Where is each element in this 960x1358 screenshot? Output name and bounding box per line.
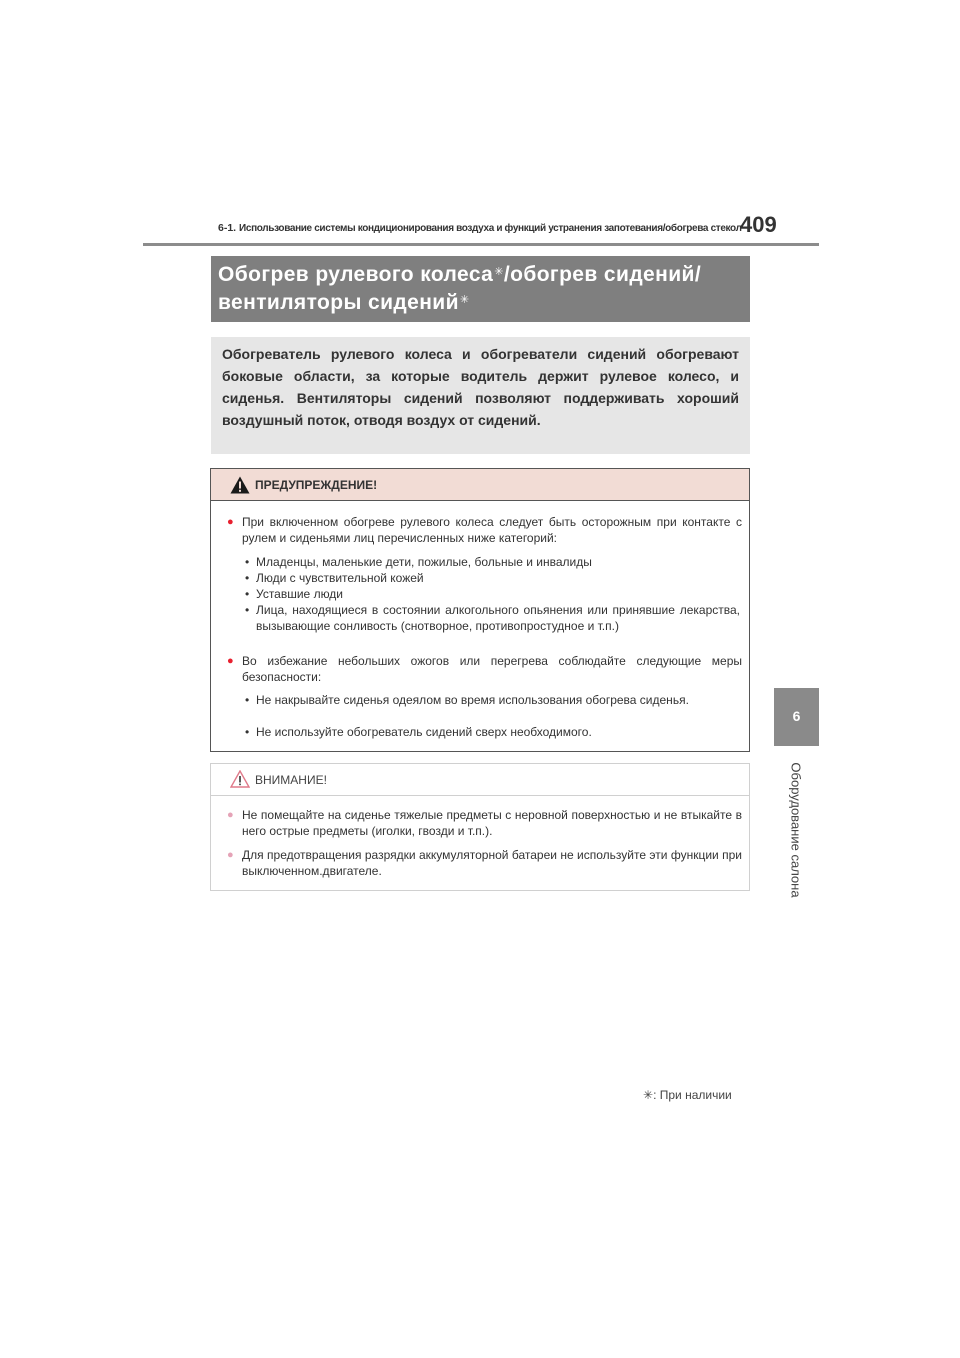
caution-header bbox=[211, 764, 749, 796]
chapter-tab bbox=[774, 688, 819, 746]
footnote bbox=[643, 1088, 732, 1102]
footnote-text: : При наличии bbox=[653, 1088, 732, 1102]
title-asterisk-2: ✳ bbox=[459, 294, 470, 306]
list-bullet: • bbox=[245, 571, 250, 585]
list-bullet: • bbox=[245, 693, 250, 707]
chapter-number: 6 bbox=[792, 708, 801, 724]
list-bullet: • bbox=[245, 725, 250, 739]
caution-box bbox=[210, 763, 750, 891]
warning-box bbox=[210, 468, 750, 752]
caution-paragraph-1: Не помещайте на сиденье тяжелые предметы с неровной поверхностью и не втыкайте в него острые предметы (иголки, гвозди и т.п.). bbox=[242, 808, 742, 838]
warning-title: ПРЕДУПРЕЖДЕНИЕ! bbox=[255, 478, 378, 492]
caution-paragraph-2: Для предотвращения разрядки аккумуляторной батареи не используйте эти функции при выключенном.двигателе. bbox=[242, 848, 742, 878]
title-part-3: вентиляторы сидений bbox=[218, 291, 459, 314]
section-number: 6-1. bbox=[218, 222, 237, 234]
warning-bullet-2: ● bbox=[227, 655, 234, 667]
title-part-1: Обогрев рулевого колеса bbox=[218, 263, 494, 286]
caution-triangle-icon bbox=[230, 770, 250, 793]
page-title-box bbox=[211, 256, 750, 322]
warning-header bbox=[211, 469, 749, 501]
warning-triangle-icon bbox=[230, 476, 250, 499]
intro-text: Обогреватель рулевого колеса и обогреватели сидений обогревают боковые области, за которые водитель держит рулевое колесо, и сиденья. Вентиляторы сидений позволяют поддерживать хороший воздушный поток, отводя воздух от сидений. bbox=[222, 346, 739, 428]
warning-list-item: Уставшие люди bbox=[256, 587, 344, 601]
warning-bullet-1: ● bbox=[227, 516, 234, 528]
warning-list-item: Лица, находящиеся в состоянии алкогольного опьянения или принявшие лекарства, вызывающие сонливость (снотворное, противопростудное и т.п.) bbox=[256, 603, 740, 633]
header-rule bbox=[143, 243, 819, 246]
warning-list-item: Не используйте обогреватель сидений сверх необходимого. bbox=[256, 725, 592, 739]
list-bullet: • bbox=[245, 603, 250, 617]
warning-list-item: Не накрывайте сиденья одеялом во время использования обогрева сиденья. bbox=[256, 693, 689, 707]
title-asterisk-1: ✳ bbox=[494, 266, 504, 278]
list-bullet: • bbox=[245, 555, 250, 569]
warning-list-item: Младенцы, маленькие дети, пожилые, больные и инвалиды bbox=[256, 555, 592, 569]
list-bullet: • bbox=[245, 587, 250, 601]
footnote-asterisk: ✳ bbox=[643, 1088, 654, 1102]
warning-paragraph-2: Во избежание небольших ожогов или перегрева соблюдайте следующие меры безопасности: bbox=[242, 654, 742, 684]
page-number: 409 bbox=[740, 212, 777, 237]
section-title: Использование системы кондиционирования воздуха и функций устранения запотевания/обогрева стекол bbox=[239, 223, 742, 234]
caution-bullet-1: ● bbox=[227, 809, 234, 821]
warning-paragraph-1: При включенном обогреве рулевого колеса следует быть осторожным при контакте с рулем и сиденьями лиц перечисленных ниже категорий: bbox=[242, 515, 742, 545]
caution-bullet-2: ● bbox=[227, 849, 234, 861]
page-title bbox=[218, 261, 701, 317]
warning-list-item: Люди с чувствительной кожей bbox=[256, 571, 424, 585]
title-part-2: /обогрев сидений/ bbox=[503, 263, 702, 286]
intro-box bbox=[211, 337, 750, 454]
chapter-label: Оборудование салона bbox=[788, 762, 804, 898]
running-header bbox=[218, 222, 742, 234]
caution-title: ВНИМАНИЕ! bbox=[255, 773, 327, 787]
